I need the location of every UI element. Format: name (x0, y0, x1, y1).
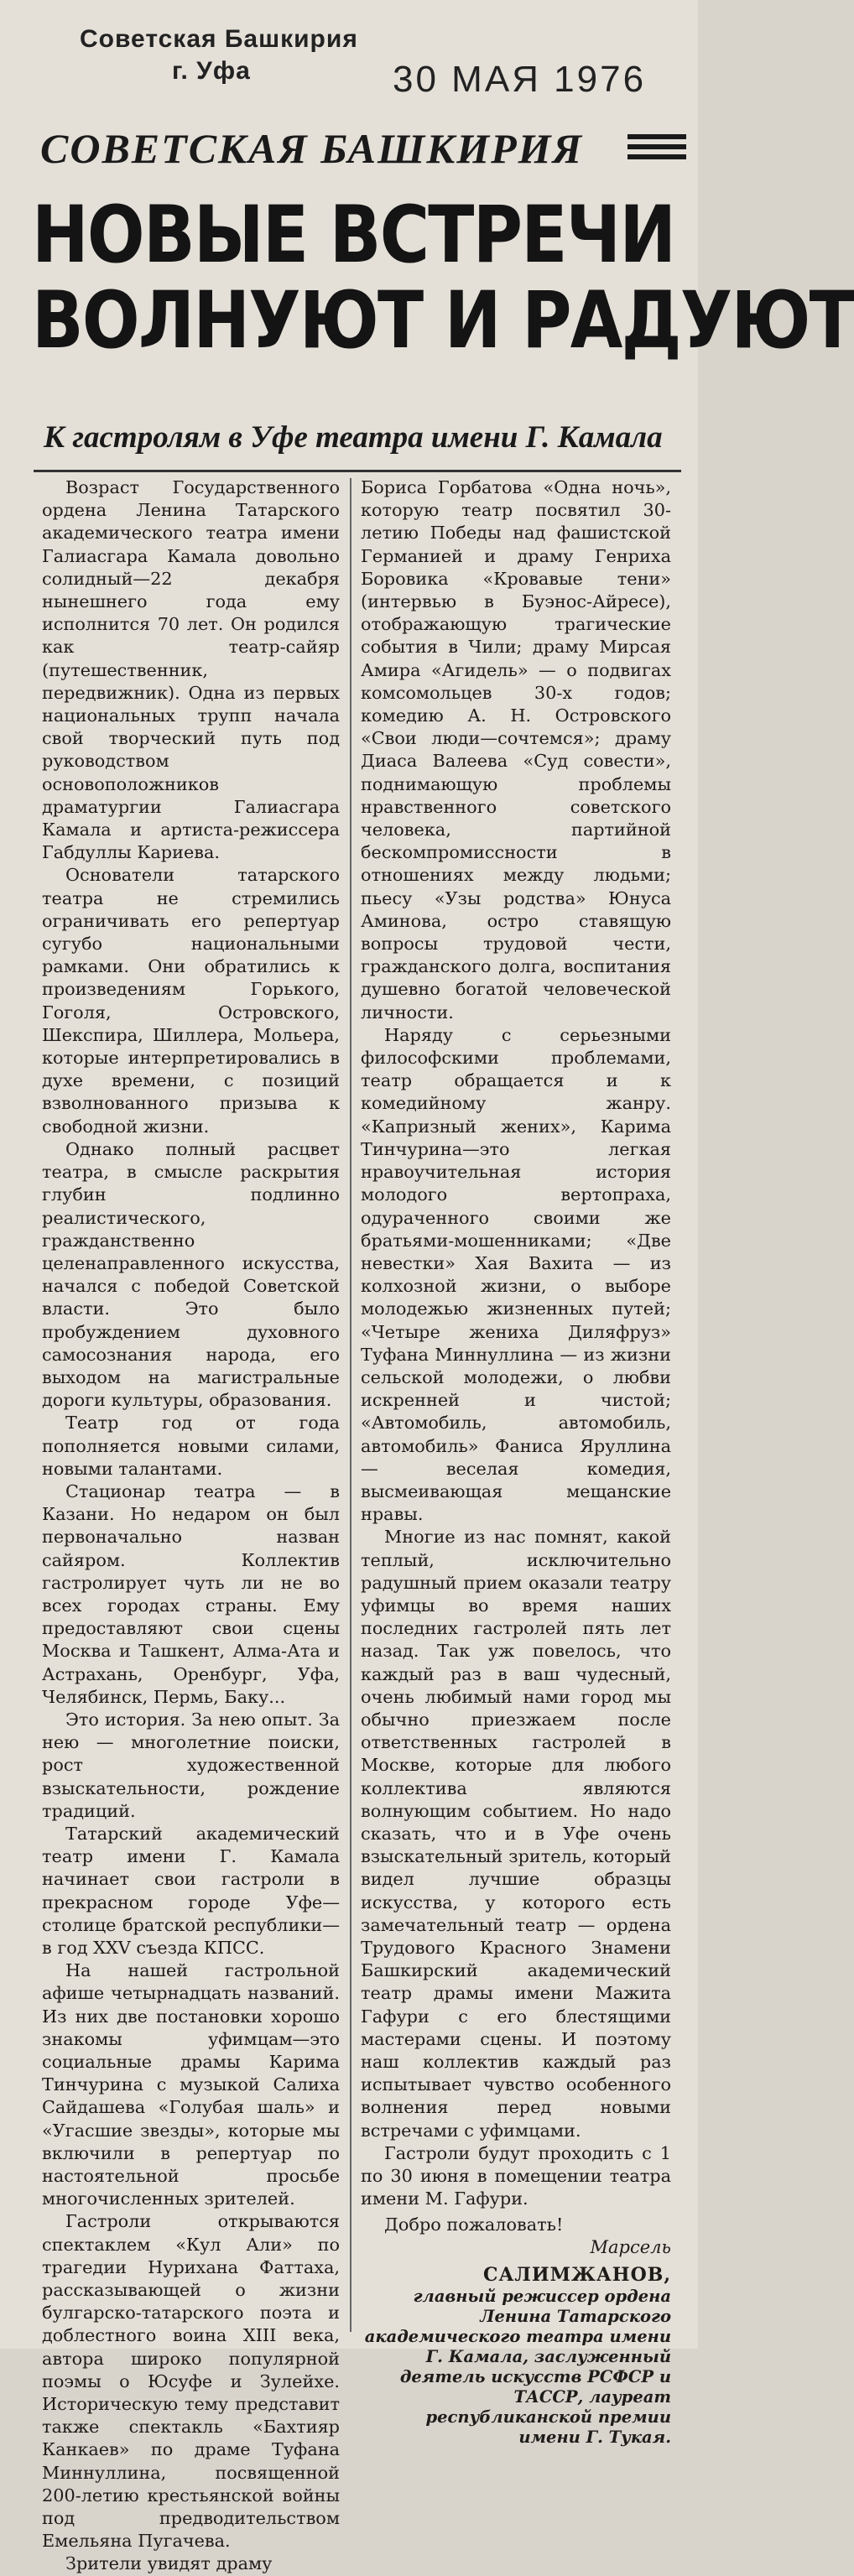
paragraph: Возраст Государственного ордена Ленина Татарского академического театра имени Галиасгара Камала довольно солидный—22 декабря нынешнего года ему исполнится 70 лет. Он родился как театр-сайяр (путешественник, передвижник). Одна из первых национальных трупп начала свой творческий путь под руководством основоположников драматургии Галиасгара Камала и артиста-режиссера Габдуллы Кариева. (42, 477, 340, 863)
welcome-line: Добро пожаловать! (384, 2214, 564, 2235)
article-headline (32, 190, 854, 367)
author-title: главный режиссер ордена Ленина Татарского академического театра имени Г. Камала, заслуженный деятель искусств РСФСР и ТАССР, лауреат республиканской премии имени Г. Тукая. (364, 2286, 671, 2447)
headline-line-2: ВОЛНУЮТ И РАДУЮТ (32, 275, 854, 367)
newspaper-masthead: СОВЕТСКАЯ БАШКИРИЯ (40, 125, 584, 172)
paragraph: Наряду с серьезными философскими проблемами, театр обращается и к комедийному жанру. «Капризный жених», Карима Тинчурина—это легкая нравоучительная история молодого вертопраха, одураченного своими же братьями-мошенниками; «Две невестки» Хая Вахита — из колхозной жизни, о выборе молодежью жизненных путей; «Четыре жениха Диляфруз» Туфана Миннуллина — из жизни сельской молодежи, о любви искренней и чистой; «Автомобиль, автомобиль, автомобиль» Фаниса Яруллина — веселая комедия, высмеивающая мещанские нравы. (361, 1024, 671, 1525)
stamp-date: 30 МАЯ 1976 (393, 59, 647, 100)
paragraph: Татарский академический театр имени Г. Камала начинает свои гастроли в прекрасном городе Уфе—столице братской республики—в год XXV съезда КПСС. (42, 1823, 340, 1958)
left-column (42, 476, 340, 2576)
paragraph: Однако полный расцвет театра, в смысле раскрытия глубин подлинно реалистического, гражданственно целенаправленного искусства, начался с победой Советской власти. Это было пробуждением духовного самосознания народа, его выходом на магистральные дороги культуры, образования. (42, 1138, 340, 1411)
paragraph: Многие из нас помнят, какой теплый, исключительно радушный прием оказали театру уфимцы во время наших последних гастролей пять лет назад. Так уж повелось, что каждый раз в ваш чудесный, очень любимый нами город мы обычно приезжаем после ответственных гастролей в Москве, которые для любого коллектива являются волнующим событием. Но надо сказать, что и в Уфе очень взыскательный зритель, который видел лучшие образцы искусства, у которого есть замечательный театр — ордена Трудового Красного Знамени Башкирский академический театр драмы имени Мажита Гафури с его блестящими мастерами сцены. И поэтому наш коллектив каждый раз испытывает чувство особенного волнения перед новыми встречами с уфимцами. (361, 1527, 671, 2141)
masthead-decoration (627, 134, 686, 164)
column-divider (350, 478, 351, 2332)
right-column (361, 476, 671, 2448)
header-rule (34, 470, 681, 472)
stamp-publication: Советская Башкирия (80, 25, 358, 53)
archive-stamp (80, 23, 358, 87)
paragraph: Это история. За нею опыт. За нею — многолетние поиски, рост художественной взыскательности, рождение традиций. (42, 1709, 340, 1821)
article-subheadline: К гастролям в Уфе театра имени Г. Камала (44, 420, 663, 455)
paragraph: Театр год от года пополняется новыми силами, новыми талантами. (42, 1413, 340, 1479)
paragraph: Основатели татарского театра не стремились ограничивать его репертуар сугубо национальными рамками. Они обратились к произведениям Горького, Гоголя, Островского, Шекспира, Шиллера, Мольера, которые интерпретировались в духе времени, с позиций взволнованного призыва к свободной жизни. (42, 865, 340, 1137)
paragraph: Бориса Горбатова «Одна ночь», которую театр посвятил 30-летию Победы над фашистской Германией и драму Генриха Боровика «Кровавые тени» (интервью в Буэнос-Айресе), отображающую трагические события в Чили; драму Мирсая Амира «Агидель» — о подвигах комсомольцев 30-х годов; комедию А. Н. Островского «Свои люди—сочтемся»; драму Диаса Валеева «Суд совести», поднимающую проблемы нравственного советского человека, партийной бескомпромиссности в отношениях между людьми; пьесу «Узы родства» Юнуса Аминова, остро ставящую вопросы трудовой чести, гражданского долга, воспитания душевно богатой человеческой личности. (361, 477, 671, 1023)
paragraph: Гастроли будут проходить с 1 по 30 июня в помещении театра имени М. Гафури. (361, 2142, 671, 2209)
headline-line-1: НОВЫЕ ВСТРЕЧИ (32, 190, 675, 281)
paragraph: Гастроли открываются спектаклем «Кул Али» по трагедии Нурихана Фаттаха, рассказывающей о жизни булгарско-татарского поэта и доблестного воина XIII века, автора широко популярной поэмы о Юсуфе и Зулейхе. Историческую тему представит также спектакль «Бахтияр Канкаев» по драме Туфана Миннуллина, посвященной 200-летию крестьянской войны под предводительством Емельяна Пугачева. (42, 2211, 340, 2552)
paragraph: На нашей гастрольной афише четырнадцать названий. Из них две постановки хорошо знакомы уфимцам—это социальные драмы Карима Тинчурина с музыкой Салиха Сайдашева «Голубая шаль» и «Угасшие звезды», которые мы включили в репертуар по настоятельной просьбе многочисленных зрителей. (42, 1960, 340, 2209)
author-last-name: САЛИМЖАНОВ, (482, 2263, 671, 2286)
stamp-city: г. Уфа (172, 57, 251, 85)
paragraph: Стационар театра — в Казани. Но недаром он был первоначально назван сайяром. Коллектив гастролирует чуть ли не во всех городах страны. Ему предоставляют свои сцены Москва и Ташкент, Алма-Ата и Астрахань, Оренбург, Уфа, Челябинск, Пермь, Баку... (42, 1481, 340, 1707)
signature-block (361, 2214, 671, 2447)
author-first-name: Марсель (590, 2236, 671, 2257)
paragraph: Зрители увидят драму (65, 2553, 273, 2574)
